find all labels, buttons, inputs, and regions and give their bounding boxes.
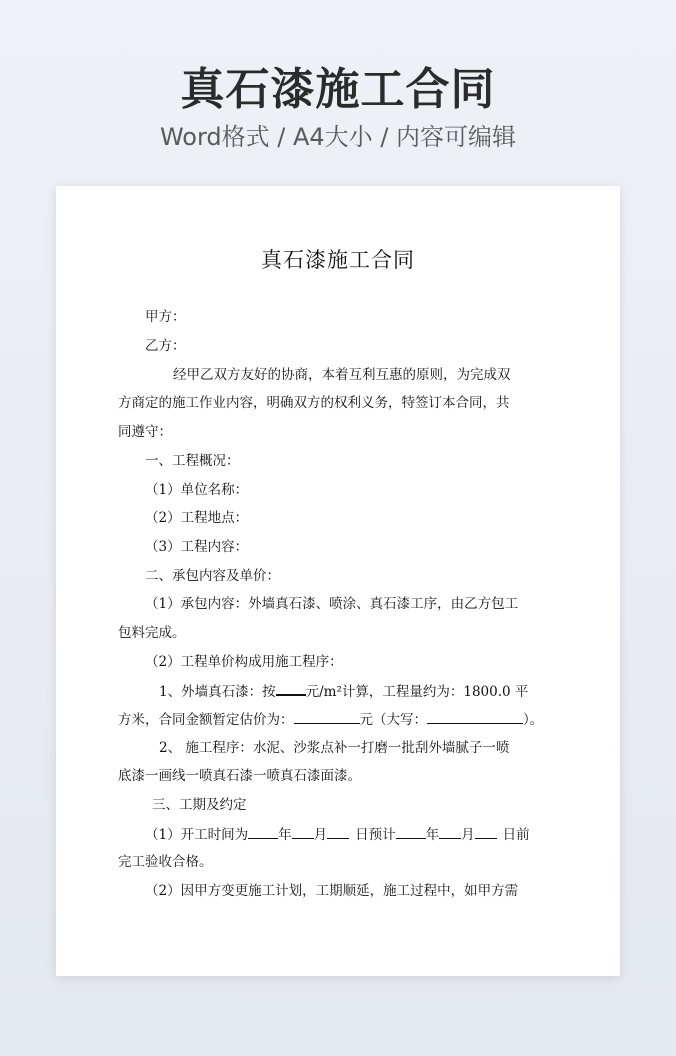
unit-price-blank[interactable] — [276, 680, 306, 696]
before-day-label: 日前 — [502, 827, 530, 843]
price-line-2 — [118, 709, 543, 730]
section-1-item-3: （3）工程内容： — [145, 539, 249, 555]
section-2-item-2: （2）工程单价构成用施工程序： — [145, 654, 343, 670]
section-2-item-1b: 包料完成。 — [118, 625, 186, 641]
document-title: 真石漆施工合同 — [261, 248, 415, 272]
section-2-item-1a: （1）承包内容：外墙真石漆、喷涂、真石漆工序，由乙方包工 — [145, 596, 519, 612]
section-3-heading: 三、工期及约定 — [152, 797, 247, 813]
procedure-line-1: 2、 施工程序：水泥、沙浆点补一打磨一批刮外墙腻子一喷 — [159, 740, 510, 756]
contract-amount-blank[interactable] — [294, 709, 360, 724]
party-a-line: 甲方： — [145, 309, 186, 325]
year-label-2: 年 — [425, 827, 440, 843]
procedure-line-2: 底漆一画线一喷真石漆一喷真石漆面漆。 — [118, 768, 361, 784]
schedule-line-1 — [145, 824, 530, 845]
price-unit-text: 元/m²计算，工程量约为：1800.0 平 — [305, 684, 529, 700]
amount-words-label: 元（大写： — [359, 712, 427, 728]
start-day-blank[interactable] — [327, 824, 349, 839]
party-b-line: 乙方： — [145, 338, 186, 354]
start-month-blank[interactable] — [292, 824, 314, 839]
start-year-blank[interactable] — [248, 824, 278, 839]
intro-line-3: 同遵守： — [118, 424, 172, 440]
intro-line-2: 方商定的施工作业内容，明确双方的权利义务，特签订本合同，共 — [118, 395, 510, 411]
end-month-blank[interactable] — [439, 824, 461, 839]
section-1-item-1: （1）单位名称： — [145, 482, 249, 498]
banner-subtitle: Word格式 / A4大小 / 内容可编辑 — [159, 123, 517, 151]
section-2-heading: 二、承包内容及单价： — [145, 568, 280, 584]
banner-title: 真石漆施工合同 — [180, 64, 496, 115]
price-line-1 — [159, 680, 528, 702]
amount-words-blank[interactable] — [427, 709, 523, 724]
contract-amount-label: 方米，合同金额暂定估价为： — [118, 712, 294, 728]
year-label: 年 — [278, 827, 292, 843]
planned-label: 日预计 — [355, 827, 396, 843]
price-label: 1、外墙真石漆：按 — [159, 684, 276, 700]
document-page — [56, 186, 620, 976]
month-label-2: 月 — [461, 827, 475, 843]
section-1-heading: 一、工程概况： — [145, 453, 240, 469]
start-time-label: （1）开工时间为 — [145, 827, 249, 843]
month-label: 月 — [313, 827, 328, 843]
schedule-line-2: 完工验收合格。 — [118, 854, 213, 870]
schedule-line-3: （2）因甲方变更施工计划，工期顺延，施工过程中，如甲方需 — [145, 883, 519, 899]
intro-line-1: 经甲乙双方友好的协商，本着互利互惠的原则，为完成双 — [173, 367, 511, 383]
end-day-blank[interactable] — [475, 824, 497, 839]
amount-words-close: ）。 — [523, 712, 544, 728]
section-1-item-2: （2）工程地点： — [145, 510, 249, 526]
end-year-blank[interactable] — [396, 824, 426, 839]
